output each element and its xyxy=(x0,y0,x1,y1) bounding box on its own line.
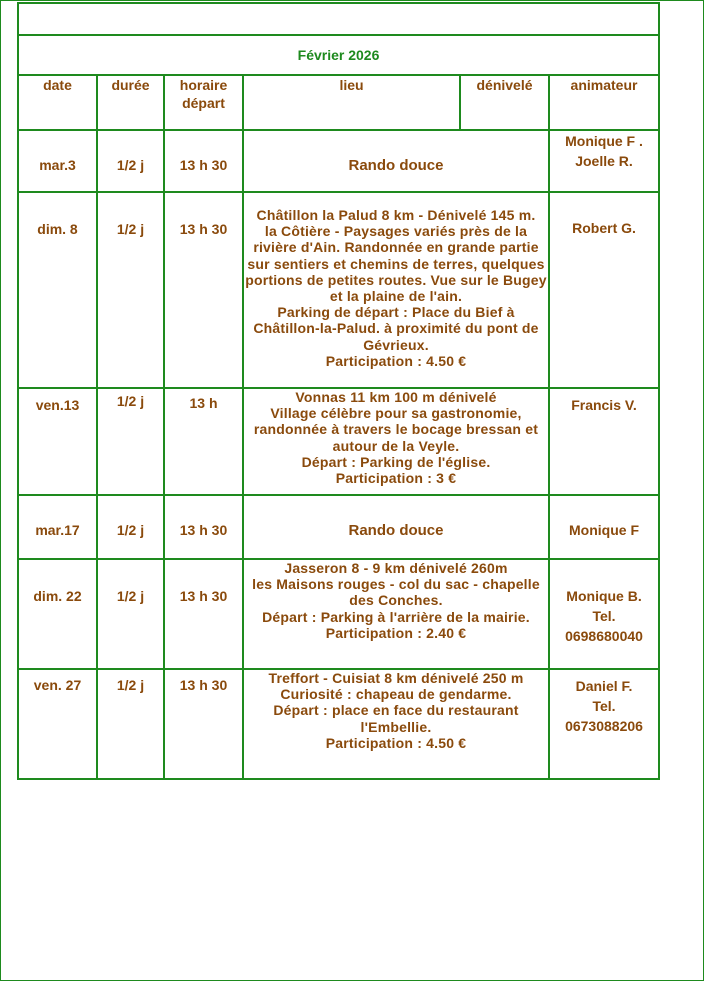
event-location: Rando douce xyxy=(243,495,549,559)
empty-header-row xyxy=(18,3,659,35)
event-duration: 1/2 j xyxy=(97,559,164,669)
event-location: Treffort - Cuisiat 8 km dénivelé 250 m Curiosité : chapeau de gendarme. Départ : place en face du restaurant l'Embellie. Participation : 4.50 € xyxy=(243,669,549,779)
event-duration: 1/2 j xyxy=(97,495,164,559)
column-header-row xyxy=(18,75,659,130)
event-location: Châtillon la Palud 8 km - Dénivelé 145 m. la Côtière - Paysages variés près de la rivière d'Ain. Randonnée en grande partie sur sentiers et chemins de terres, quelques portions de petites routes. Vue sur le Bugey et la plaine de l'ain. Parking de départ : Place du Bief à Châtillon-la-Palud. à proximité du pont de Gévrieux. Participation : 4.50 € xyxy=(243,192,549,388)
event-time: 13 h 30 xyxy=(164,495,243,559)
event-date: dim. 8 xyxy=(18,192,97,388)
table-row xyxy=(18,388,659,495)
event-date: dim. 22 xyxy=(18,559,97,669)
event-duration: 1/2 j xyxy=(97,388,164,495)
event-duration: 1/2 j xyxy=(97,192,164,388)
event-duration: 1/2 j xyxy=(97,130,164,192)
event-date: mar.3 xyxy=(18,130,97,192)
month-title: Février 2026 xyxy=(18,35,659,75)
event-leader: Monique F xyxy=(549,495,659,559)
table-row xyxy=(18,130,659,192)
event-time: 13 h 30 xyxy=(164,559,243,669)
event-leader: Monique F . Joelle R. xyxy=(549,130,659,192)
header-animateur: animateur xyxy=(549,75,659,130)
event-leader: Monique B. Tel. 0698680040 xyxy=(549,559,659,669)
event-time: 13 h 30 xyxy=(164,192,243,388)
event-location: Jasseron 8 - 9 km dénivelé 260m les Maisons rouges - col du sac - chapelle des Conches. Départ : Parking à l'arrière de la mairie. Participation : 2.40 € xyxy=(243,559,549,669)
table-row xyxy=(18,669,659,779)
header-denivele: dénivelé xyxy=(460,75,549,130)
hike-schedule-table xyxy=(17,2,660,780)
table-row xyxy=(18,192,659,388)
event-date: ven. 27 xyxy=(18,669,97,779)
month-row xyxy=(18,35,659,75)
table-row xyxy=(18,495,659,559)
empty-cell xyxy=(18,3,659,35)
event-time: 13 h 30 xyxy=(164,669,243,779)
event-leader: Robert G. xyxy=(549,192,659,388)
table-row xyxy=(18,559,659,669)
header-duree: durée xyxy=(97,75,164,130)
event-leader: Francis V. xyxy=(549,388,659,495)
event-date: mar.17 xyxy=(18,495,97,559)
event-location: Rando douce xyxy=(243,130,549,192)
header-horaire: horaire départ xyxy=(164,75,243,130)
event-duration: 1/2 j xyxy=(97,669,164,779)
header-lieu: lieu xyxy=(243,75,460,130)
event-time: 13 h xyxy=(164,388,243,495)
event-time: 13 h 30 xyxy=(164,130,243,192)
event-date: ven.13 xyxy=(18,388,97,495)
event-location: Vonnas 11 km 100 m dénivelé Village célèbre pour sa gastronomie, randonnée à travers le bocage bressan et autour de la Veyle. Départ : Parking de l'église. Participation : 3 € xyxy=(243,388,549,495)
event-leader: Daniel F. Tel. 0673088206 xyxy=(549,669,659,779)
header-date: date xyxy=(18,75,97,130)
